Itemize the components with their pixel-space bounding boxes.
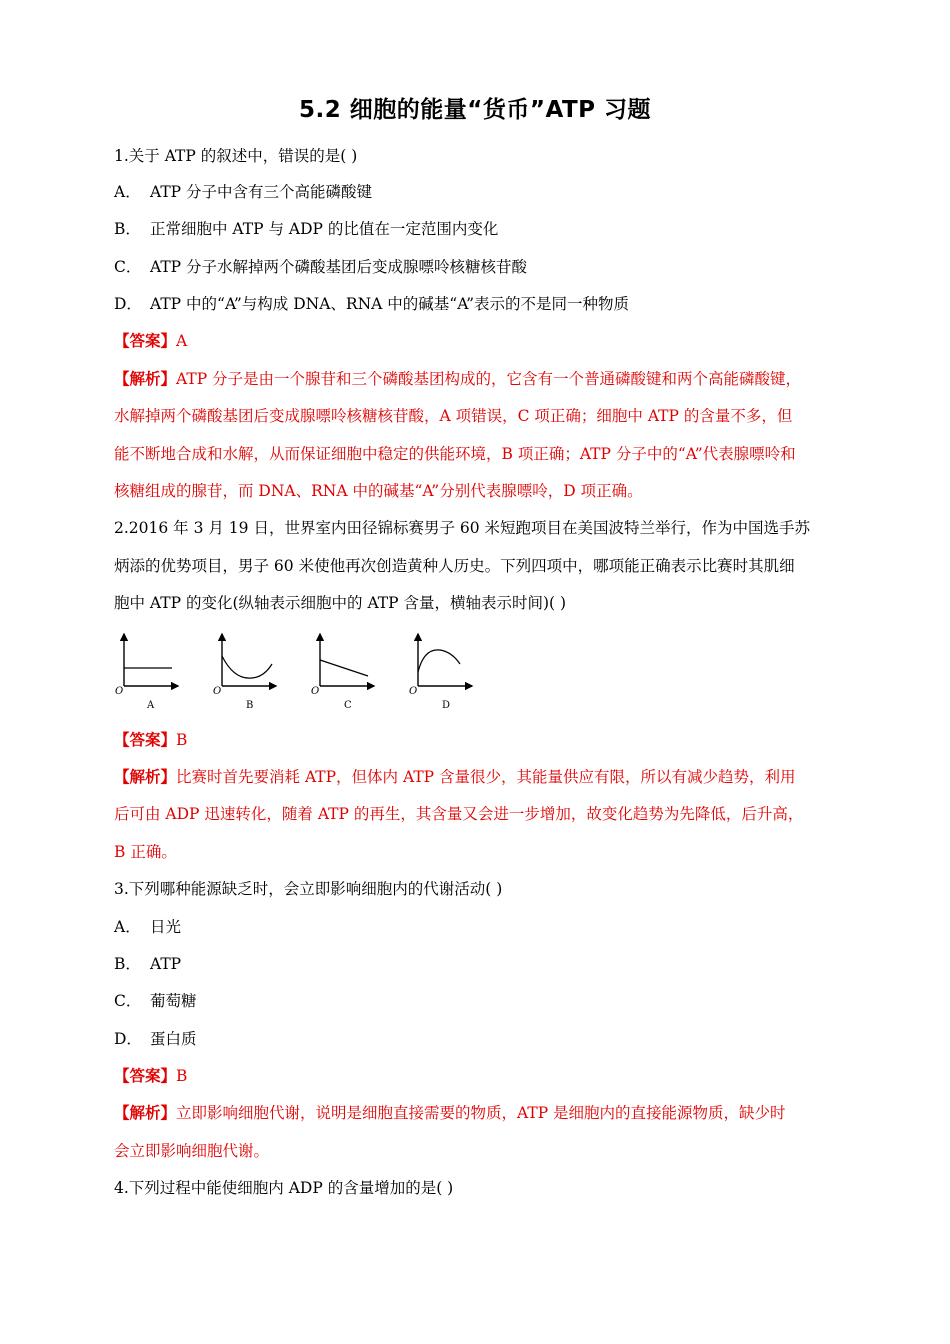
- graph-b-curve: [222, 656, 272, 678]
- graph-c-label: C: [344, 700, 352, 711]
- graph-a-label: A: [147, 700, 155, 711]
- q3-option-c: C． 葡萄糖: [114, 992, 197, 1010]
- q2-stem-line: 2.2016 年 3 月 19 日，世界室内田径锦标赛男子 60 米短跑项目在美国波特兰举行，作为中国选手苏: [114, 519, 811, 537]
- q2-analysis-line: 后可由 ADP 迅速转化，随着 ATP 的再生，其含量又会进一步增加，故变化趋势为先降低，后升高，: [114, 805, 804, 823]
- q1-option-b: B． 正常细胞中 ATP 与 ADP 的比值在一定范围内变化: [114, 220, 499, 238]
- q3-option-a: A． 日光: [114, 918, 182, 936]
- page-title: 5.2 细胞的能量“货币”ATP 习题: [298, 97, 652, 123]
- graph-d-origin: O: [409, 686, 418, 697]
- q3-analysis-line: 会立即影响细胞代谢。: [114, 1142, 270, 1160]
- q3-stem: 3.下列哪种能源缺乏时，会立即影响细胞内的代谢活动( ): [114, 880, 503, 898]
- q3-option-d: D． 蛋白质: [114, 1030, 197, 1048]
- q2-stem-line: 炳添的优势项目，男子 60 米使他再次创造黄种人历史。下列四项中，哪项能正确表示比赛时其肌细: [114, 557, 795, 575]
- q1-stem: 1.关于 ATP 的叙述中，错误的是( ): [114, 147, 358, 165]
- q1-analysis-line: 【解析】ATP 分子是由一个腺苷和三个磷酸基团构成的，它含有一个普通磷酸键和两个高能磷酸键，: [114, 369, 802, 388]
- graph-c-origin: O: [311, 686, 320, 697]
- graph-b-label: B: [246, 700, 254, 711]
- graph-a: [115, 634, 178, 711]
- q4-stem: 4.下列过程中能使细胞内 ADP 的含量增加的是( ): [114, 1179, 454, 1197]
- q2-analysis-line: B 正确。: [114, 843, 177, 861]
- graph-b-origin: O: [213, 686, 222, 697]
- graph-b: [213, 634, 276, 711]
- q3-option-b: B． ATP: [114, 955, 182, 973]
- q2-graphs-figure: [112, 630, 492, 714]
- q1-answer: 【答案】A: [114, 331, 188, 350]
- q1-option-d: D． ATP 中的“A”与构成 DNA、RNA 中的碱基“A”表示的不是同一种物质: [114, 295, 630, 313]
- q2-answer: 【答案】B: [114, 730, 188, 749]
- graph-c-curve: [320, 660, 368, 676]
- q1-analysis-line: 水解掉两个磷酸基团后变成腺嘌呤核糖核苷酸，A 项错误，C 项正确；细胞中 ATP 的含量不多，但: [114, 407, 793, 425]
- graph-d-label: D: [442, 700, 451, 711]
- graph-d: [409, 634, 472, 711]
- q1-analysis-line: 能不断地合成和水解，从而保证细胞中稳定的供能环境，B 项正确；ATP 分子中的“A”代表腺嘌呤和: [114, 445, 796, 463]
- q2-analysis-line: 【解析】比赛时首先要消耗 ATP，但体内 ATP 含量很少，其能量供应有限，所以有减少趋势，利用: [114, 767, 796, 786]
- q2-graph-options: [112, 630, 492, 714]
- q1-option-a: A． ATP 分子中含有三个高能磷酸键: [114, 183, 373, 201]
- q1-analysis-line: 核糖组成的腺苷，而 DNA、RNA 中的碱基“A”分别代表腺嘌呤，D 项正确。: [114, 482, 643, 500]
- graph-c: [311, 634, 374, 711]
- graph-d-curve: [418, 650, 460, 672]
- q3-answer: 【答案】B: [114, 1066, 188, 1085]
- graph-a-origin: O: [115, 686, 124, 697]
- q3-analysis-line: 【解析】立即影响细胞代谢，说明是细胞直接需要的物质，ATP 是细胞内的直接能源物质，缺少时: [114, 1103, 786, 1122]
- q1-option-c: C． ATP 分子水解掉两个磷酸基团后变成腺嘌呤核糖核苷酸: [114, 258, 528, 276]
- q2-stem-line: 胞中 ATP 的变化(纵轴表示细胞中的 ATP 含量，横轴表示时间)( ): [114, 594, 567, 612]
